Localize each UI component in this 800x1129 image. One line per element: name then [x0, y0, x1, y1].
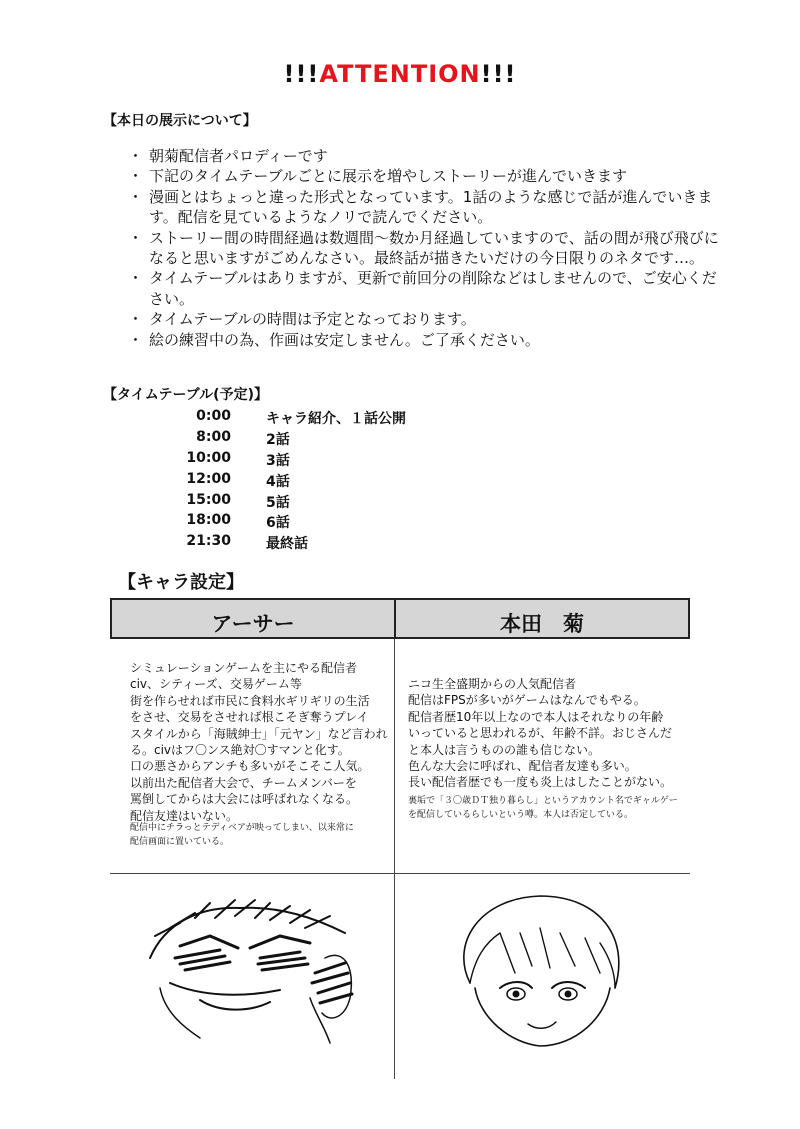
- schedule-desc: 3話: [266, 452, 290, 469]
- title-attention: ATTENTION: [319, 60, 481, 88]
- list-item: [128, 309, 728, 329]
- about-list: [128, 146, 728, 350]
- table-divider-vertical: [394, 639, 395, 1079]
- list-item-text: ストーリー間の時間経過は数週間〜数か月経過していますので、話の間が飛び飛びになると思いますがごめんなさい。最終話が描きたいだけの今日限りのネタです…。: [149, 228, 719, 268]
- kiku-note-line: 裏垢で「３〇歳ＤＴ独り暮らし」というアカウント名でギャルゲー: [408, 796, 678, 806]
- arthur-line: 口の悪さからアンチも多いがそこそこ人気。: [130, 759, 370, 774]
- about-heading: 【本日の展示について】: [103, 113, 257, 129]
- arthur-description: [130, 660, 388, 824]
- bullet-dot: ・: [128, 147, 144, 165]
- kiku-note-line: を配信しているらしいという噂。本人は否定している。: [408, 810, 634, 820]
- page-title: [0, 60, 800, 88]
- arthur-line: 街を作らせれば市民に食料水ギリギリの生活: [130, 693, 370, 708]
- list-item-text: 朝菊配信者パロディーです: [149, 147, 328, 165]
- schedule-time: 12:00: [186, 470, 231, 487]
- list-item-text: タイムテーブルはありますが、更新で前回分の削除などはしませんので、ご安心ください。: [149, 269, 717, 308]
- arthur-header: [110, 598, 396, 639]
- title-exclaim-left: !!!: [283, 60, 320, 88]
- arthur-line: スタイルから「海賊紳士」「元ヤン」など言われ: [130, 726, 388, 741]
- schedule-desc: 4話: [266, 473, 290, 490]
- bullet-dot: ・: [128, 187, 144, 206]
- list-item: [128, 166, 728, 186]
- schedule-desc: 2話: [266, 431, 290, 448]
- list-item-text: 漫画とはちょっと違った形式となっています。1話のような感じで話が進んでいきます。配信を見ているようなノリで読んでください。: [149, 187, 713, 227]
- kiku-header: [394, 598, 690, 639]
- list-item: [128, 330, 728, 350]
- kiku-line: 色んな大会に呼ばれ、配信者友達も多い。: [408, 759, 637, 774]
- list-item: [128, 228, 728, 269]
- schedule-time: 10:00: [186, 449, 231, 466]
- kiku-name: 本田 菊: [500, 612, 584, 636]
- list-item: [128, 146, 728, 166]
- kiku-line: 配信者歴10年以上なので本人はそれなりの年齢: [408, 709, 664, 724]
- schedule-time: 18:00: [186, 512, 231, 529]
- title-exclaim-right: !!!: [480, 60, 517, 88]
- arthur-line: 罵倒してからは大会には呼ばれなくなる。: [130, 792, 359, 807]
- kiku-line: いっていると思われるが、年齢不詳。おじさんだ: [408, 726, 673, 741]
- arthur-note-line: 配信画面に置いている。: [130, 837, 230, 847]
- schedule-desc: 5話: [266, 494, 290, 511]
- schedule-desc: キャラ紹介、１話公開: [266, 411, 406, 427]
- arthur-line: シミュレーションゲームを主にやる配信者: [130, 661, 358, 675]
- bullet-dot: ・: [128, 269, 144, 288]
- characters-heading: 【キャラ設定】: [118, 572, 244, 593]
- kiku-line: と本人は言うものの誰も信じない。: [408, 742, 601, 757]
- kiku-line: ニコ生全盛期からの人気配信者: [408, 677, 577, 691]
- arthur-line: civ、シティーズ、交易ゲーム等: [130, 677, 302, 692]
- list-item: [128, 187, 728, 228]
- kiku-line: 配信はFPSが多いがゲームはなんでもやる。: [408, 693, 646, 708]
- arthur-sketch: [140, 888, 370, 1048]
- kiku-line: 長い配信者歴でも一度も炎上はしたことがない。: [408, 775, 673, 790]
- list-item: [128, 268, 728, 309]
- arthur-name: アーサー: [211, 612, 295, 636]
- schedule-desc: 6話: [266, 515, 290, 532]
- bullet-dot: ・: [128, 228, 144, 247]
- arthur-note-line: 配信中にチラっとテディベアが映ってしまい、以来常に: [130, 823, 354, 833]
- arthur-note: [130, 821, 354, 849]
- schedule-time: 15:00: [186, 491, 231, 508]
- character-table: [110, 598, 690, 1079]
- schedule-time: 21:30: [186, 533, 231, 550]
- arthur-line: る。civはフ〇ンス絶対〇すマンと化す。: [130, 743, 350, 758]
- arthur-line: 配信友達はいない。: [130, 808, 239, 823]
- kiku-note: [408, 794, 678, 822]
- arthur-line: をさせ、交易をさせれば根こそぎ奪うプレイ: [130, 710, 369, 725]
- schedule-time: 0:00: [196, 408, 231, 424]
- list-item-text: 絵の練習中の為、作画は安定しません。ご了承ください。: [149, 330, 540, 349]
- schedule-desc: 最終話: [266, 536, 308, 553]
- table-divider-horizontal: [110, 873, 690, 874]
- arthur-line: 以前出た配信者大会で、チームメンバーを: [130, 775, 357, 790]
- schedule-heading: 【タイムテーブル(予定)】: [103, 387, 268, 403]
- bullet-dot: ・: [128, 330, 144, 349]
- bullet-dot: ・: [128, 167, 144, 186]
- kiku-sketch: [440, 888, 640, 1058]
- list-item-text: 下記のタイムテーブルごとに展示を増やしストーリーが進んでいきます: [149, 167, 628, 186]
- schedule-time: 8:00: [196, 428, 231, 445]
- bullet-dot: ・: [128, 310, 144, 329]
- list-item-text: タイムテーブルの時間は予定となっております。: [149, 310, 476, 329]
- kiku-description: [408, 676, 672, 791]
